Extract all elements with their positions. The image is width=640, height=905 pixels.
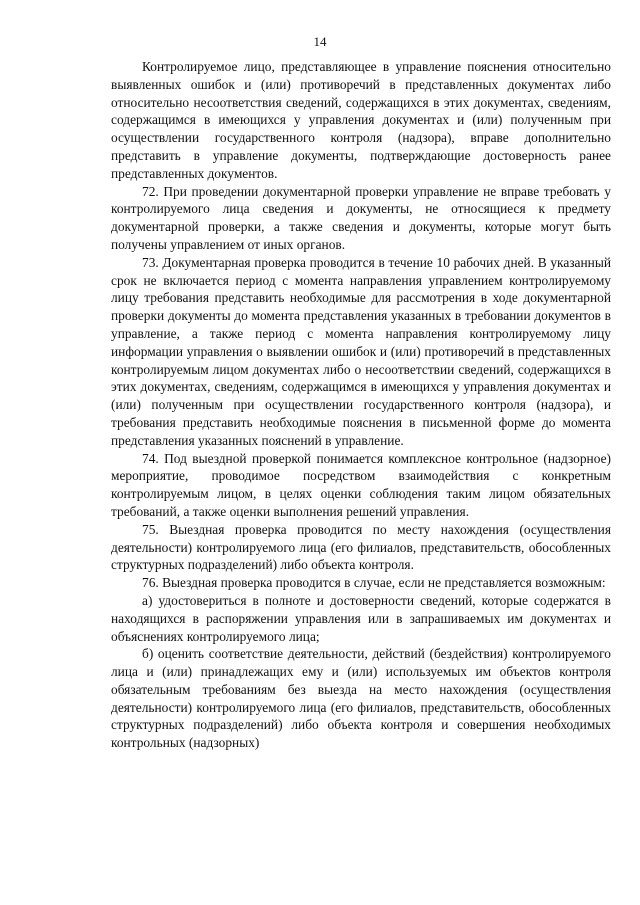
paragraph-73: 73. Документарная проверка проводится в течение 10 рабочих дней. В указанный срок не включается период с момента направления управлением контролируемому лицу требования представить необходимые для рассмотрения в ходе документарной проверки документы до момента представления указанных в требовании документов в управление, а также период с момента направления контролируемому лицу информации управления о выявлении ошибок и (или) противоречий в представленных контролируемым лицом документах либо о несоответствии сведений, содержащихся в этих документах, сведениям, содержащимся в имеющихся у управления документах и (или) полученным при осуществлении государственного контроля (надзора), и требования представить необходимые пояснения в письменной форме до момента представления указанных пояснений в управление. — [111, 254, 611, 448]
paragraph-74: 74. Под выездной проверкой понимается комплексное контрольное (надзорное) мероприятие, проводимое посредством взаимодействия с конкретным контролируемым лицом, в целях оценки соблюдения таким лицом обязательных требований, а также оценки выполнения решений управления. — [111, 450, 611, 519]
document-body — [111, 58, 611, 752]
paragraph-72: 72. При проведении документарной проверки управление не вправе требовать у контролируемого лица сведения и документы, не относящиеся к предмету документарной проверки, а также сведения и документы, которые могут быть получены управлением от иных органов. — [111, 183, 611, 252]
paragraph-explanations: Контролируемое лицо, представляющее в управление пояснения относительно выявленных ошибок и (или) противоречий в представленных документах либо относительно несоответствия сведений, содержащихся в этих документах, сведениям, содержащимся в имеющихся у управления документах и (или) полученным при осуществлении государственного контроля (надзора), вправе дополнительно представить в управление документы, подтверждающие достоверность ранее представленных документов. — [111, 59, 611, 181]
paragraph-75: 75. Выездная проверка проводится по месту нахождения (осуществления деятельности) контролируемого лица (его филиалов, представительств, обособленных структурных подразделений) либо объекта контроля. — [111, 521, 611, 573]
paragraph-76-b: б) оценить соответствие деятельности, действий (бездействия) контролируемого лица и (или) принадлежащих ему и (или) используемых им объектов контроля обязательным требованиям без выезда на место нахождения (осуществления деятельности) контролируемого лица (его филиалов, представительств, обособленных структурных подразделений) либо объекта контроля и совершения необходимых контрольных (надзорных) — [111, 646, 611, 751]
paragraph-76-a: а) удостовериться в полноте и достоверности сведений, которые содержатся в находящихся в распоряжении управления или в запрашиваемых им документах и объяснениях контролируемого лица; — [111, 592, 611, 644]
page-number: 14 — [313, 34, 327, 49]
paragraph-76: 76. Выездная проверка проводится в случае, если не представляется возможным: — [142, 575, 606, 591]
